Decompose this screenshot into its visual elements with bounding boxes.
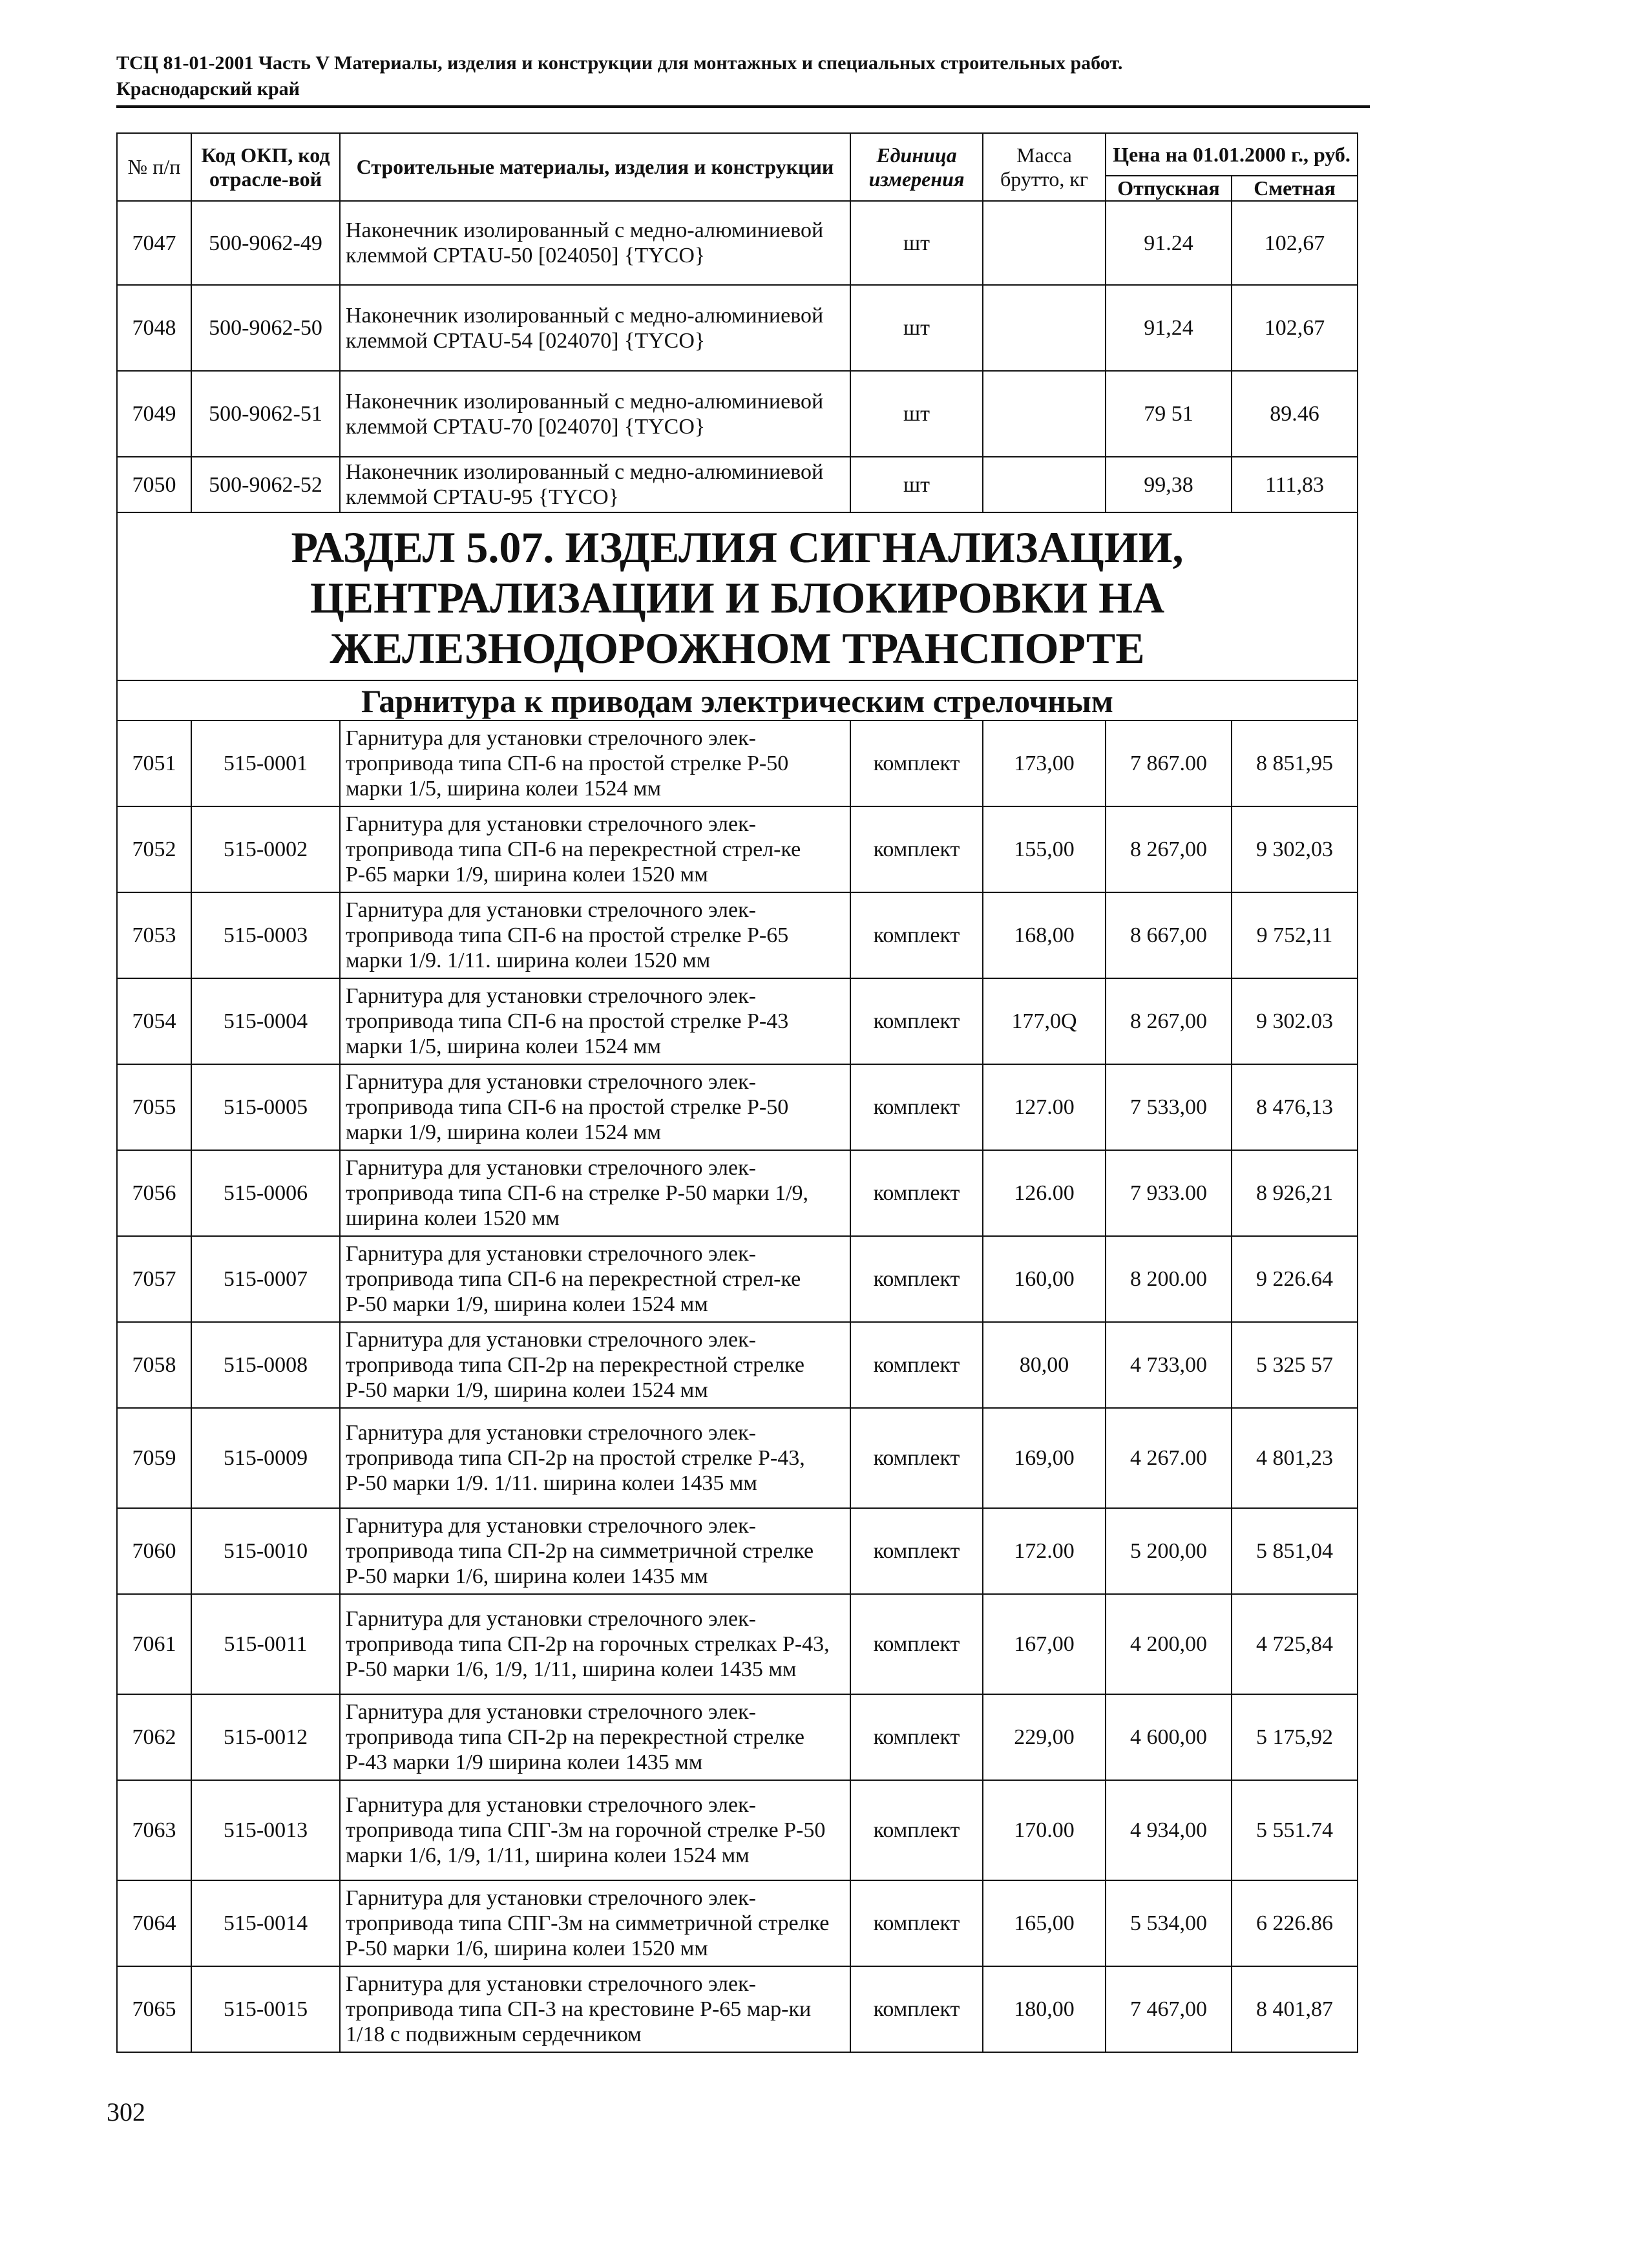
row-number: 7048	[117, 285, 191, 371]
row-unit: комплект	[850, 1694, 983, 1780]
row-price-release: 8 200.00	[1106, 1236, 1232, 1322]
row-number: 7061	[117, 1594, 191, 1694]
header-line-1: ТСЦ 81-01-2001 Часть V Материалы, изделия и конструкции для монтажных и специальных строительных работ.	[116, 52, 1123, 74]
row-price-release: 5 200,00	[1106, 1508, 1232, 1594]
row-number: 7049	[117, 371, 191, 457]
row-price-release: 4 733,00	[1106, 1322, 1232, 1408]
row-name: Наконечник изолированный с медно-алюминиевой клеммой CPTAU-54 [024070] {TYCO}	[340, 285, 850, 371]
col-header-num: № п/п	[117, 133, 191, 201]
row-name: Гарнитура для установки стрелочного элек-тропривода типа СП-6 на перекрестной стрел-ке Р-65 марки 1/9, ширина колеи 1520 мм	[340, 806, 850, 892]
row-price-estimate: 102,67	[1232, 285, 1358, 371]
row-price-estimate: 89.46	[1232, 371, 1358, 457]
row-mass: 80,00	[983, 1322, 1106, 1408]
header-divider	[116, 105, 1370, 108]
row-code: 515-0006	[191, 1150, 340, 1236]
row-name: Гарнитура для установки стрелочного элек-тропривода типа СПГ-3м на горочной стрелке Р-50 марки 1/6, 1/9, 1/11, ширина колеи 1524 мм	[340, 1780, 850, 1880]
page-header	[116, 50, 1370, 102]
row-number: 7051	[117, 720, 191, 806]
row-mass	[983, 371, 1106, 457]
row-code: 500-9062-51	[191, 371, 340, 457]
table-row	[117, 806, 1358, 892]
header-line-2: Краснодарский край	[116, 78, 300, 100]
row-code: 515-0005	[191, 1064, 340, 1150]
row-price-release: 7 867.00	[1106, 720, 1232, 806]
row-mass: 170.00	[983, 1780, 1106, 1880]
section-title: РАЗДЕЛ 5.07. ИЗДЕЛИЯ СИГНАЛИЗАЦИИ, ЦЕНТРАЛИЗАЦИИ И БЛОКИРОВКИ НА ЖЕЛЕЗНОДОРОЖНОМ ТРАНСПОРТЕ	[117, 512, 1358, 680]
page-number: 302	[107, 2097, 145, 2126]
row-price-release: 91.24	[1106, 201, 1232, 285]
row-number: 7059	[117, 1408, 191, 1508]
row-name: Гарнитура для установки стрелочного элек-тропривода типа СП-6 на простой стрелке Р-65 марки 1/9. 1/11. ширина колеи 1520 мм	[340, 892, 850, 978]
col-header-price-estimate: Сметная	[1232, 176, 1358, 201]
table-row	[117, 1150, 1358, 1236]
row-unit: комплект	[850, 1880, 983, 1966]
row-price-estimate: 9 302.03	[1232, 978, 1358, 1064]
row-name: Гарнитура для установки стрелочного элек-тропривода типа СП-2р на симметричной стрелке Р-50 марки 1/6, ширина колеи 1435 мм	[340, 1508, 850, 1594]
row-name: Наконечник изолированный с медно-алюминиевой клеммой CPTAU-95 {TYCO}	[340, 457, 850, 512]
table-row	[117, 1236, 1358, 1322]
table-row	[117, 720, 1358, 806]
row-price-estimate: 5 325 57	[1232, 1322, 1358, 1408]
row-code: 515-0009	[191, 1408, 340, 1508]
row-number: 7047	[117, 201, 191, 285]
row-price-estimate: 111,83	[1232, 457, 1358, 512]
row-name: Гарнитура для установки стрелочного элек-тропривода типа СП-6 на простой стрелке Р-50 марки 1/9, ширина колеи 1524 мм	[340, 1064, 850, 1150]
row-mass: 177,0Q	[983, 978, 1106, 1064]
row-price-estimate: 4 801,23	[1232, 1408, 1358, 1508]
row-price-estimate: 8 926,21	[1232, 1150, 1358, 1236]
row-price-release: 7 467,00	[1106, 1966, 1232, 2052]
row-name: Гарнитура для установки стрелочного элек-тропривода типа СП-2р на горочных стрелках Р-43, Р-50 марки 1/6, 1/9, 1/11, ширина колеи 1435 мм	[340, 1594, 850, 1694]
row-mass: 127.00	[983, 1064, 1106, 1150]
row-code: 500-9062-49	[191, 201, 340, 285]
table-row	[117, 201, 1358, 285]
row-number: 7055	[117, 1064, 191, 1150]
row-number: 7063	[117, 1780, 191, 1880]
row-unit: комплект	[850, 978, 983, 1064]
row-name: Гарнитура для установки стрелочного элек-тропривода типа СПГ-3м на симметричной стрелке Р-50 марки 1/6, ширина колеи 1520 мм	[340, 1880, 850, 1966]
row-number: 7065	[117, 1966, 191, 2052]
table-row	[117, 371, 1358, 457]
row-code: 515-0012	[191, 1694, 340, 1780]
row-name: Гарнитура для установки стрелочного элек-тропривода типа СП-6 на перекрестной стрел-ке Р-50 марки 1/9, ширина колеи 1524 мм	[340, 1236, 850, 1322]
row-name: Гарнитура для установки стрелочного элек-тропривода типа СП-3 на крестовине Р-65 мар-ки 1/18 с подвижным сердечником	[340, 1966, 850, 2052]
row-number: 7050	[117, 457, 191, 512]
row-unit: комплект	[850, 1780, 983, 1880]
col-header-okp: Код ОКП, код отрасле-вой	[191, 133, 340, 201]
table-row	[117, 1508, 1358, 1594]
row-code: 515-0008	[191, 1322, 340, 1408]
row-code: 515-0014	[191, 1880, 340, 1966]
row-mass	[983, 285, 1106, 371]
section-block	[117, 512, 1358, 720]
row-number: 7052	[117, 806, 191, 892]
row-code: 500-9062-50	[191, 285, 340, 371]
row-mass: 173,00	[983, 720, 1106, 806]
row-price-estimate: 5 851,04	[1232, 1508, 1358, 1594]
table-body-bottom	[117, 720, 1358, 2052]
row-unit: шт	[850, 457, 983, 512]
row-mass: 168,00	[983, 892, 1106, 978]
row-number: 7062	[117, 1694, 191, 1780]
table-row	[117, 1408, 1358, 1508]
row-price-release: 79 51	[1106, 371, 1232, 457]
row-name: Гарнитура для установки стрелочного элек-тропривода типа СП-2р на перекрестной стрелке Р-50 марки 1/9, ширина колеи 1524 мм	[340, 1322, 850, 1408]
row-name: Гарнитура для установки стрелочного элек-тропривода типа СП-6 на простой стрелке Р-43 марки 1/5, ширина колеи 1524 мм	[340, 978, 850, 1064]
row-mass	[983, 201, 1106, 285]
row-unit: комплект	[850, 1236, 983, 1322]
row-name: Гарнитура для установки стрелочного элек-тропривода типа СП-2р на перекрестной стрелке Р-43 марки 1/9 ширина колеи 1435 мм	[340, 1694, 850, 1780]
row-mass: 172.00	[983, 1508, 1106, 1594]
row-code: 515-0007	[191, 1236, 340, 1322]
row-code: 515-0001	[191, 720, 340, 806]
table-body-top	[117, 201, 1358, 512]
row-number: 7058	[117, 1322, 191, 1408]
row-unit: комплект	[850, 892, 983, 978]
row-unit: шт	[850, 201, 983, 285]
row-code: 515-0011	[191, 1594, 340, 1694]
row-price-estimate: 6 226.86	[1232, 1880, 1358, 1966]
row-price-release: 91,24	[1106, 285, 1232, 371]
price-table	[116, 132, 1358, 2053]
table-row	[117, 1880, 1358, 1966]
row-code: 515-0003	[191, 892, 340, 978]
row-name: Наконечник изолированный с медно-алюминиевой клеммой CPTAU-70 [024070] {TYCO}	[340, 371, 850, 457]
row-price-estimate: 4 725,84	[1232, 1594, 1358, 1694]
row-mass: 126.00	[983, 1150, 1106, 1236]
row-code: 515-0010	[191, 1508, 340, 1594]
table-row	[117, 1064, 1358, 1150]
row-code: 515-0002	[191, 806, 340, 892]
col-header-unit: Единица измерения	[850, 133, 983, 201]
table-row	[117, 1966, 1358, 2052]
row-price-estimate: 5 551.74	[1232, 1780, 1358, 1880]
table-row	[117, 457, 1358, 512]
row-unit: комплект	[850, 1594, 983, 1694]
row-price-estimate: 8 401,87	[1232, 1966, 1358, 2052]
table-row	[117, 1694, 1358, 1780]
row-code: 500-9062-52	[191, 457, 340, 512]
row-code: 515-0015	[191, 1966, 340, 2052]
row-price-release: 7 533,00	[1106, 1064, 1232, 1150]
row-name: Наконечник изолированный с медно-алюминиевой клеммой CPTAU-50 [024050] {TYCO}	[340, 201, 850, 285]
row-unit: комплект	[850, 1150, 983, 1236]
table-row	[117, 1594, 1358, 1694]
row-price-release: 4 934,00	[1106, 1780, 1232, 1880]
section-subtitle: Гарнитура к приводам электрическим стрелочным	[117, 680, 1358, 720]
row-price-estimate: 5 175,92	[1232, 1694, 1358, 1780]
row-mass: 160,00	[983, 1236, 1106, 1322]
row-mass: 180,00	[983, 1966, 1106, 2052]
row-unit: шт	[850, 371, 983, 457]
row-name: Гарнитура для установки стрелочного элек-тропривода типа СП-6 на стрелке Р-50 марки 1/9, ширина колеи 1520 мм	[340, 1150, 850, 1236]
row-unit: комплект	[850, 1322, 983, 1408]
row-number: 7060	[117, 1508, 191, 1594]
row-unit: комплект	[850, 1408, 983, 1508]
row-code: 515-0013	[191, 1780, 340, 1880]
row-unit: комплект	[850, 720, 983, 806]
col-header-mass: Масса брутто, кг	[983, 133, 1106, 201]
row-number: 7053	[117, 892, 191, 978]
row-price-release: 8 267,00	[1106, 806, 1232, 892]
row-unit: комплект	[850, 1064, 983, 1150]
row-price-release: 99,38	[1106, 457, 1232, 512]
row-price-release: 4 600,00	[1106, 1694, 1232, 1780]
row-price-estimate: 102,67	[1232, 201, 1358, 285]
row-price-release: 4 267.00	[1106, 1408, 1232, 1508]
row-price-estimate: 9 302,03	[1232, 806, 1358, 892]
row-price-estimate: 9 226.64	[1232, 1236, 1358, 1322]
row-unit: комплект	[850, 1508, 983, 1594]
row-code: 515-0004	[191, 978, 340, 1064]
row-price-release: 5 534,00	[1106, 1880, 1232, 1966]
row-price-estimate: 8 476,13	[1232, 1064, 1358, 1150]
row-unit: комплект	[850, 1966, 983, 2052]
row-mass: 167,00	[983, 1594, 1106, 1694]
table-row	[117, 1780, 1358, 1880]
row-price-estimate: 9 752,11	[1232, 892, 1358, 978]
row-name: Гарнитура для установки стрелочного элек-тропривода типа СП-2р на простой стрелке Р-43, Р-50 марки 1/9. 1/11. ширина колеи 1435 мм	[340, 1408, 850, 1508]
col-header-price-release: Отпускная	[1106, 176, 1232, 201]
row-price-release: 8 667,00	[1106, 892, 1232, 978]
row-number: 7057	[117, 1236, 191, 1322]
table-row	[117, 978, 1358, 1064]
row-number: 7064	[117, 1880, 191, 1966]
row-mass	[983, 457, 1106, 512]
row-mass: 155,00	[983, 806, 1106, 892]
row-price-estimate: 8 851,95	[1232, 720, 1358, 806]
row-number: 7054	[117, 978, 191, 1064]
row-number: 7056	[117, 1150, 191, 1236]
row-mass: 169,00	[983, 1408, 1106, 1508]
table-row	[117, 1322, 1358, 1408]
table-row	[117, 285, 1358, 371]
col-header-price: Цена на 01.01.2000 г., руб.	[1106, 133, 1358, 176]
row-price-release: 8 267,00	[1106, 978, 1232, 1064]
col-header-name: Строительные материалы, изделия и конструкции	[340, 133, 850, 201]
row-unit: комплект	[850, 806, 983, 892]
row-mass: 229,00	[983, 1694, 1106, 1780]
row-price-release: 4 200,00	[1106, 1594, 1232, 1694]
table-row	[117, 892, 1358, 978]
row-price-release: 7 933.00	[1106, 1150, 1232, 1236]
row-unit: шт	[850, 285, 983, 371]
row-name: Гарнитура для установки стрелочного элек-тропривода типа СП-6 на простой стрелке Р-50 марки 1/5, ширина колеи 1524 мм	[340, 720, 850, 806]
row-mass: 165,00	[983, 1880, 1106, 1966]
